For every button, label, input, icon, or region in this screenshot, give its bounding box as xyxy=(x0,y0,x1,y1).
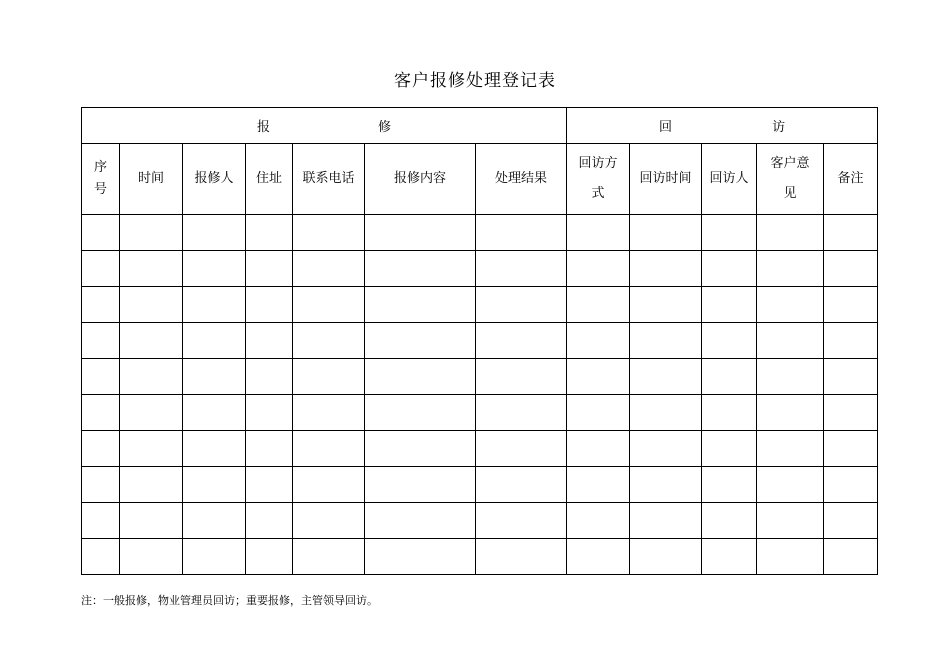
table-row xyxy=(82,395,878,431)
table-cell[interactable] xyxy=(476,503,567,539)
table-cell[interactable] xyxy=(476,359,567,395)
table-cell[interactable] xyxy=(630,467,702,503)
table-cell[interactable] xyxy=(246,431,293,467)
table-cell[interactable] xyxy=(567,287,630,323)
col-header-address: 住址 xyxy=(246,144,293,215)
table-cell[interactable] xyxy=(476,215,567,251)
col-header-visitor: 回访人 xyxy=(702,144,757,215)
table-row xyxy=(82,359,878,395)
table-cell[interactable] xyxy=(824,395,878,431)
table-cell[interactable] xyxy=(120,359,183,395)
table-cell[interactable] xyxy=(630,359,702,395)
col-header-phone: 联系电话 xyxy=(293,144,365,215)
table-cell[interactable] xyxy=(757,287,824,323)
table-cell[interactable] xyxy=(476,395,567,431)
group-visit-char1: 回 xyxy=(659,120,673,135)
table-cell[interactable] xyxy=(82,467,120,503)
table-cell[interactable] xyxy=(183,503,246,539)
table-cell[interactable] xyxy=(246,287,293,323)
table-cell[interactable] xyxy=(702,503,757,539)
table-cell[interactable] xyxy=(567,431,630,467)
table-cell[interactable] xyxy=(246,215,293,251)
table-cell[interactable] xyxy=(630,431,702,467)
table-cell[interactable] xyxy=(567,323,630,359)
table-cell[interactable] xyxy=(630,323,702,359)
group-header-row xyxy=(82,108,878,144)
table-cell[interactable] xyxy=(757,323,824,359)
table-cell[interactable] xyxy=(293,503,365,539)
table-cell[interactable] xyxy=(183,323,246,359)
table-cell[interactable] xyxy=(120,395,183,431)
table-cell[interactable] xyxy=(567,539,630,575)
table-cell[interactable] xyxy=(567,251,630,287)
col-header-time: 时间 xyxy=(120,144,183,215)
table-cell[interactable] xyxy=(293,323,365,359)
table-cell[interactable] xyxy=(120,251,183,287)
table-cell[interactable] xyxy=(183,395,246,431)
table-cell[interactable] xyxy=(82,503,120,539)
col-header-content: 报修内容 xyxy=(365,144,476,215)
col-header-visit-method: 回访方式 xyxy=(567,144,630,215)
table-cell[interactable] xyxy=(702,539,757,575)
table-cell[interactable] xyxy=(183,251,246,287)
table-cell[interactable] xyxy=(293,251,365,287)
col-header-visit-time: 回访时间 xyxy=(630,144,702,215)
table-cell[interactable] xyxy=(630,503,702,539)
table-cell[interactable] xyxy=(702,215,757,251)
table-cell[interactable] xyxy=(293,215,365,251)
table-cell[interactable] xyxy=(476,251,567,287)
table-cell[interactable] xyxy=(702,467,757,503)
table-cell[interactable] xyxy=(757,251,824,287)
table-cell[interactable] xyxy=(824,215,878,251)
table-cell[interactable] xyxy=(365,359,476,395)
table-cell[interactable] xyxy=(757,467,824,503)
table-cell[interactable] xyxy=(246,323,293,359)
table-row xyxy=(82,251,878,287)
table-row xyxy=(82,215,878,251)
table-cell[interactable] xyxy=(824,323,878,359)
table-cell[interactable] xyxy=(82,395,120,431)
table-cell[interactable] xyxy=(702,431,757,467)
table-cell[interactable] xyxy=(702,251,757,287)
table-cell[interactable] xyxy=(757,503,824,539)
table-cell[interactable] xyxy=(824,359,878,395)
table-cell[interactable] xyxy=(365,539,476,575)
table-cell[interactable] xyxy=(824,467,878,503)
table-cell[interactable] xyxy=(824,503,878,539)
table-cell[interactable] xyxy=(183,215,246,251)
table-row xyxy=(82,323,878,359)
table-cell[interactable] xyxy=(82,431,120,467)
table-cell[interactable] xyxy=(246,539,293,575)
table-cell[interactable] xyxy=(293,395,365,431)
table-cell[interactable] xyxy=(757,539,824,575)
table-cell[interactable] xyxy=(246,467,293,503)
table-cell[interactable] xyxy=(82,359,120,395)
table-cell[interactable] xyxy=(183,431,246,467)
table-cell[interactable] xyxy=(476,467,567,503)
table-cell[interactable] xyxy=(567,467,630,503)
table-row xyxy=(82,539,878,575)
table-row xyxy=(82,287,878,323)
table-cell[interactable] xyxy=(246,359,293,395)
table-cell[interactable] xyxy=(702,359,757,395)
table-cell[interactable] xyxy=(630,539,702,575)
table-cell[interactable] xyxy=(120,503,183,539)
table-cell[interactable] xyxy=(183,539,246,575)
table-cell[interactable] xyxy=(702,287,757,323)
table-cell[interactable] xyxy=(82,215,120,251)
table-cell[interactable] xyxy=(120,323,183,359)
table-cell[interactable] xyxy=(293,539,365,575)
table-row xyxy=(82,431,878,467)
table-cell[interactable] xyxy=(183,359,246,395)
page-title: 客户报修处理登记表 xyxy=(394,71,556,91)
table-cell[interactable] xyxy=(630,251,702,287)
table-cell[interactable] xyxy=(476,539,567,575)
table-cell[interactable] xyxy=(476,431,567,467)
table-cell[interactable] xyxy=(567,395,630,431)
table-cell[interactable] xyxy=(120,539,183,575)
table-row xyxy=(82,503,878,539)
col-header-seq: 序号 xyxy=(82,144,120,215)
table-cell[interactable] xyxy=(702,395,757,431)
table-cell[interactable] xyxy=(246,251,293,287)
table-cell[interactable] xyxy=(757,395,824,431)
table-cell[interactable] xyxy=(293,467,365,503)
table-cell[interactable] xyxy=(757,359,824,395)
group-visit xyxy=(567,108,878,144)
table-cell[interactable] xyxy=(824,287,878,323)
repair-log-table xyxy=(81,107,878,575)
table-cell[interactable] xyxy=(702,323,757,359)
footnote: 注：一般报修，物业管理员回访；重要报修，主管领导回访。 xyxy=(81,594,378,607)
col-header-reporter: 报修人 xyxy=(183,144,246,215)
group-visit-char2: 访 xyxy=(772,120,786,135)
group-repair-char1: 报 xyxy=(257,120,271,135)
table-cell[interactable] xyxy=(293,287,365,323)
table-cell[interactable] xyxy=(567,215,630,251)
table-cell[interactable] xyxy=(365,323,476,359)
table-cell[interactable] xyxy=(365,503,476,539)
table-cell[interactable] xyxy=(246,503,293,539)
table-cell[interactable] xyxy=(365,215,476,251)
table-cell[interactable] xyxy=(824,251,878,287)
table-cell[interactable] xyxy=(630,395,702,431)
table-cell[interactable] xyxy=(246,395,293,431)
table-cell[interactable] xyxy=(120,431,183,467)
table-cell[interactable] xyxy=(757,215,824,251)
group-repair-char2: 修 xyxy=(378,120,392,135)
table-cell[interactable] xyxy=(757,431,824,467)
table-cell[interactable] xyxy=(365,395,476,431)
table-cell[interactable] xyxy=(365,467,476,503)
table-cell[interactable] xyxy=(82,539,120,575)
table-cell[interactable] xyxy=(365,431,476,467)
table-cell[interactable] xyxy=(293,359,365,395)
table-cell[interactable] xyxy=(824,431,878,467)
table-cell[interactable] xyxy=(567,503,630,539)
table-cell[interactable] xyxy=(120,215,183,251)
table-cell[interactable] xyxy=(82,323,120,359)
table-row xyxy=(82,467,878,503)
table-cell[interactable] xyxy=(120,467,183,503)
col-header-remark: 备注 xyxy=(824,144,878,215)
column-header-row xyxy=(82,144,878,215)
table-cell[interactable] xyxy=(476,323,567,359)
table-cell[interactable] xyxy=(365,287,476,323)
group-repair xyxy=(82,108,567,144)
table-cell[interactable] xyxy=(630,287,702,323)
col-header-opinion: 客户意见 xyxy=(757,144,824,215)
table-cell[interactable] xyxy=(476,287,567,323)
table-cell[interactable] xyxy=(183,467,246,503)
table-cell[interactable] xyxy=(567,359,630,395)
table-cell[interactable] xyxy=(82,287,120,323)
table-cell[interactable] xyxy=(82,251,120,287)
table-cell[interactable] xyxy=(365,251,476,287)
table-cell[interactable] xyxy=(120,287,183,323)
table-cell[interactable] xyxy=(824,539,878,575)
table-cell[interactable] xyxy=(630,215,702,251)
table-cell[interactable] xyxy=(183,287,246,323)
table-cell[interactable] xyxy=(293,431,365,467)
col-header-result: 处理结果 xyxy=(476,144,567,215)
